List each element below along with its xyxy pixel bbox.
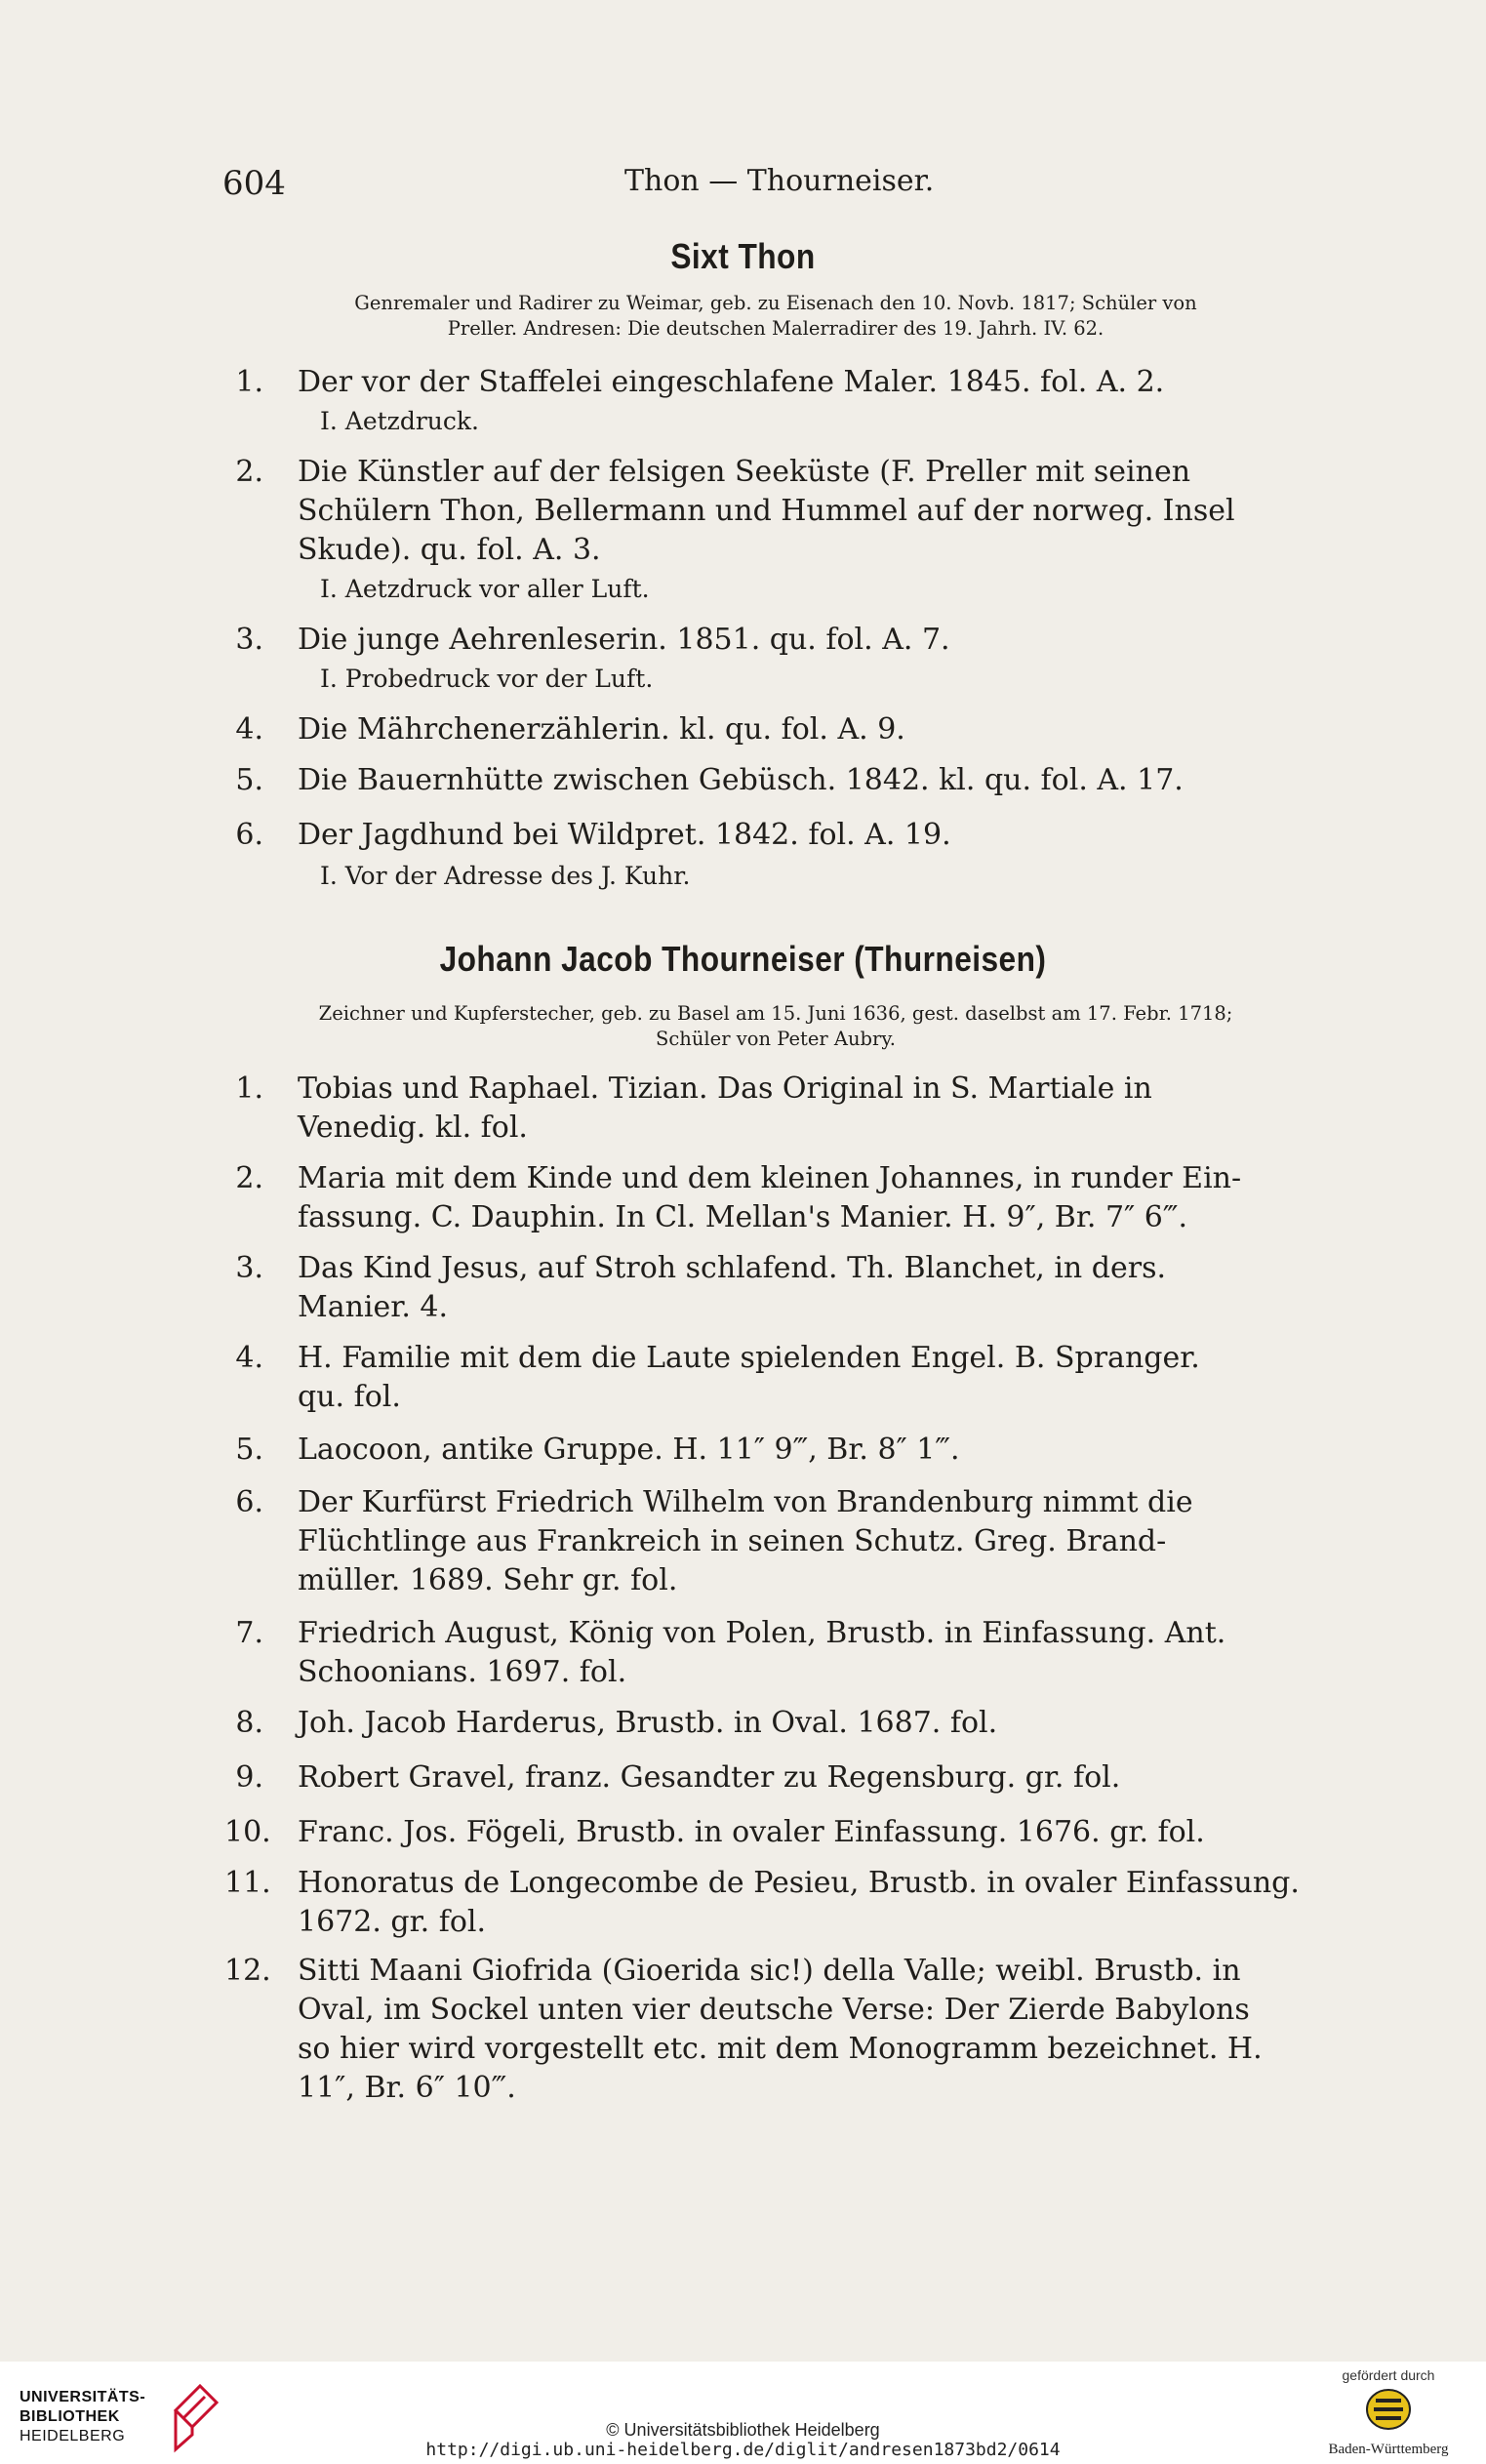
entry-number: 5. [235,1433,263,1467]
sponsor-label: gefördert durch [1342,2367,1435,2383]
entry-line: müller. 1689. Sehr gr. fol. [298,1563,678,1597]
entry-number: 1. [235,365,263,399]
section-bio-thourneiser [229,1001,1322,1052]
entry-text [298,363,1307,402]
entry-text [298,1614,1307,1692]
entry-number: 8. [235,1706,263,1740]
entry-text [298,621,1307,660]
entry-line: Franc. Jos. Fögeli, Brustb. in ovaler Einfassung. 1676. gr. fol. [298,1815,1205,1849]
entry-state: I. Aetzdruck. [320,407,479,435]
entry-number: 10. [224,1815,271,1849]
entry-text [298,1864,1307,1942]
entry-text [298,816,1307,855]
running-head [0,164,1486,203]
entry-line: Maria mit dem Kinde und dem kleinen Johannes, in runder Ein- [298,1161,1242,1195]
entry-text [298,1159,1307,1237]
entry-line: Das Kind Jesus, auf Stroh schlafend. Th. Blanchet, in ders. [298,1251,1167,1285]
entry-line: Der Kurfürst Friedrich Wilhelm von Brandenburg nimmt die [298,1485,1193,1519]
bio-line: Zeichner und Kupferstecher, geb. zu Basel am 15. Juni 1636, gest. daselbst am 17. Febr. 1718; [318,1002,1233,1025]
running-title: Thon — Thourneiser. [624,164,935,198]
state-coat-of-arms-icon [1364,2387,1413,2432]
sponsor-block [1310,2362,1466,2464]
entry-text [298,1758,1307,1798]
entry-number: 9. [235,1760,263,1795]
entry-line: Tobias und Raphael. Tizian. Das Original in S. Martiale in [298,1071,1152,1106]
entry-line: Schülern Thon, Bellermann und Hummel auf der norweg. Insel [298,494,1235,528]
entry-line: Laocoon, antike Gruppe. H. 11″ 9‴, Br. 8″ 1‴. [298,1433,960,1467]
entry-number: 1. [235,1071,263,1106]
entry-line: Schoonians. 1697. fol. [298,1655,627,1689]
library-name-line: BIBLIOTHEK [20,2408,120,2425]
entry-text [298,453,1307,570]
entry-text [298,1431,1307,1470]
entry-state: I. Probedruck vor der Luft. [320,665,654,693]
entry-number: 3. [235,623,263,657]
entry-number: 4. [235,1341,263,1375]
entry-number: 6. [235,1485,263,1519]
bio-line: Genremaler und Radirer zu Weimar, geb. zu Eisenach den 10. Novb. 1817; Schüler von [354,292,1197,314]
sponsor-name: Baden-Württemberg [1328,2442,1449,2457]
entry-number: 2. [235,455,263,489]
bio-line: Preller. Andresen: Die deutschen Malerradirer des 19. Jahrh. IV. 62. [447,317,1104,340]
entry-state: I. Vor der Adresse des J. Kuhr. [320,862,691,890]
entry-number: 4. [235,712,263,747]
copyright-notice: © Universitätsbibliothek Heidelberg [606,2420,880,2440]
entry-line: Manier. 4. [298,1290,449,1324]
library-name-line: HEIDELBERG [20,2428,126,2444]
entry-text [298,1339,1307,1417]
entry-text [298,1483,1307,1600]
entry-state: I. Aetzdruck vor aller Luft. [320,575,650,603]
entry-line: fassung. C. Dauphin. In Cl. Mellan's Manier. H. 9″, Br. 7″ 6‴. [298,1200,1188,1234]
entry-text [298,1249,1307,1327]
entry-line: 11″, Br. 6″ 10‴. [298,2071,516,2105]
entry-number: 5. [235,763,263,797]
entry-line: Die Bauernhütte zwischen Gebüsch. 1842. kl. qu. fol. A. 17. [298,763,1184,797]
entry-line: Der Jagdhund bei Wildpret. 1842. fol. A. 19. [298,818,951,852]
entry-number: 3. [235,1251,263,1285]
permalink-url[interactable]: http://digi.ub.uni-heidelberg.de/diglit/andresen1873bd2/0614 [425,2440,1061,2460]
entry-line: Sitti Maani Giofrida (Gioerida sic!) della Valle; weibl. Brustb. in [298,1954,1241,1988]
entry-line: Joh. Jacob Harderus, Brustb. in Oval. 1687. fol. [298,1706,998,1740]
entry-line: Die Künstler auf der felsigen Seeküste (F. Preller mit seinen [298,455,1191,489]
page-number: 604 [222,164,286,203]
entry-line: Venedig. kl. fol. [298,1111,528,1145]
entry-line: Honoratus de Longecombe de Pesieu, Brustb. in ovaler Einfassung. [298,1866,1300,1900]
entry-text [298,1070,1307,1148]
entry-number: 6. [235,818,263,852]
bio-line: Schüler von Peter Aubry. [656,1028,896,1050]
section-title-thon: Sixt Thon [670,236,816,276]
entry-line: Friedrich August, König von Polen, Brustb. in Einfassung. Ant. [298,1616,1226,1650]
entry-line: H. Familie mit dem die Laute spielenden Engel. B. Spranger. [298,1341,1200,1375]
entry-text [298,1952,1307,2108]
entry-line: Flüchtlinge aus Frankreich in seinen Schutz. Greg. Brand- [298,1524,1167,1558]
entry-text [298,761,1307,800]
entry-line: Die junge Aehrenleserin. 1851. qu. fol. A. 7. [298,623,950,657]
entry-line: Skude). qu. fol. A. 3. [298,533,601,567]
entry-line: 1672. gr. fol. [298,1905,487,1939]
section-title-thourneiser: Johann Jacob Thourneiser (Thurneisen) [439,939,1047,979]
entry-number: 7. [235,1616,263,1650]
library-name-line: UNIVERSITÄTS- [20,2389,146,2405]
entry-number: 11. [224,1866,271,1900]
digitization-footer [0,2362,1486,2464]
section-bio-thon [268,291,1283,342]
entry-line: Oval, im Sockel unten vier deutsche Verse: Der Zierde Babylons [298,1993,1250,2027]
entry-number: 2. [235,1161,263,1195]
entry-line: qu. fol. [298,1380,401,1414]
entry-line: Der vor der Staffelei eingeschlafene Maler. 1845. fol. A. 2. [298,365,1165,399]
entry-line: Die Mährchenerzählerin. kl. qu. fol. A. 9. [298,712,905,747]
entry-text [298,710,1307,749]
entry-line: so hier wird vorgestellt etc. mit dem Monogramm bezeichnet. H. [298,2032,1263,2066]
entry-text [298,1813,1307,1852]
entry-line: Robert Gravel, franz. Gesandter zu Regensburg. gr. fol. [298,1760,1121,1795]
entry-text [298,1704,1307,1743]
entry-number: 12. [224,1954,271,1988]
